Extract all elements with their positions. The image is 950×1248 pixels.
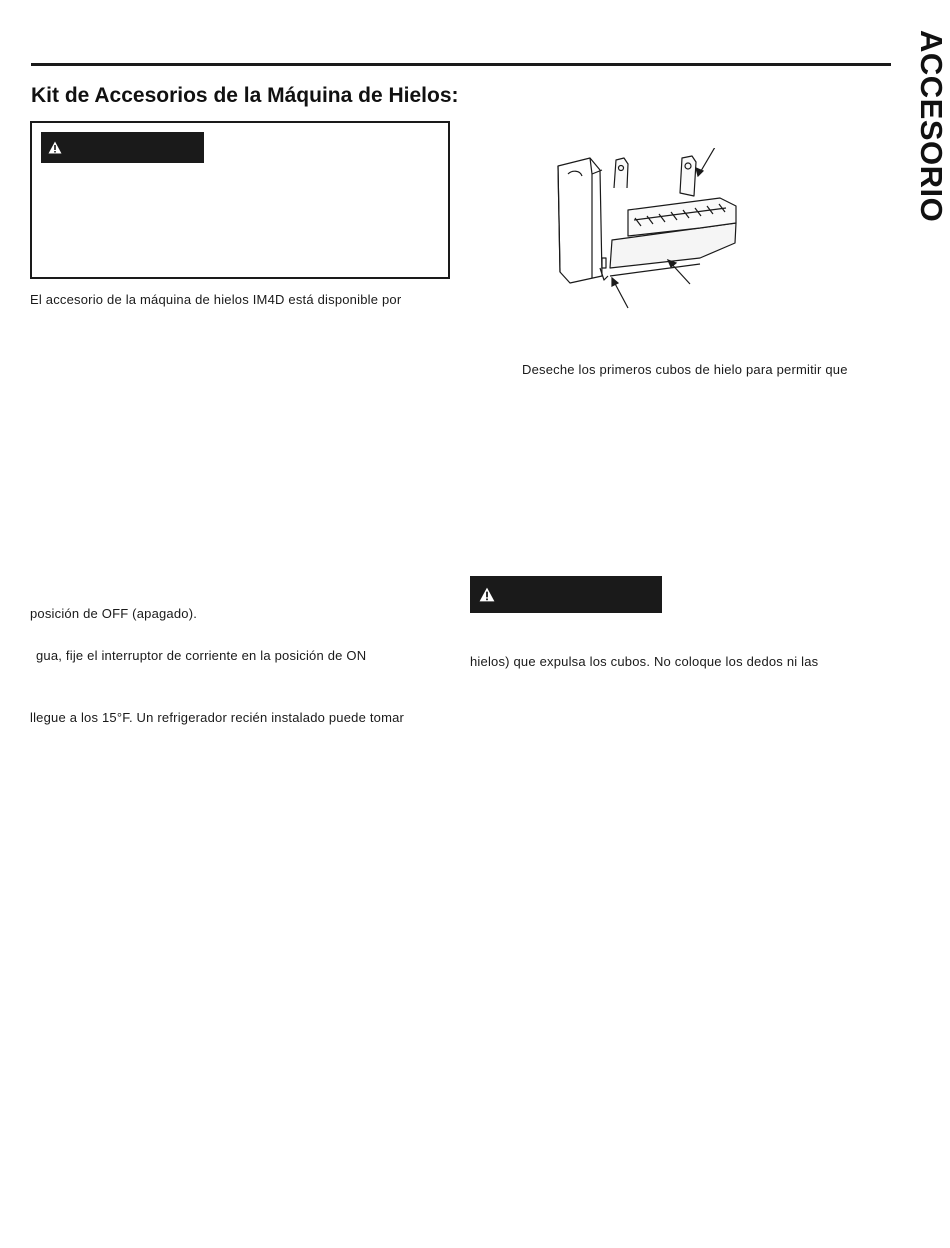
section-side-label: ACCESORIO — [914, 30, 949, 223]
page-title: Kit de Accesorios de la Máquina de Hielos: — [31, 84, 459, 107]
ice-maker-illustration — [550, 148, 750, 318]
warning-triangle-icon — [48, 141, 62, 154]
warning-triangle-icon — [479, 587, 495, 602]
top-rule — [31, 63, 891, 66]
warning-box — [30, 121, 450, 279]
body-text-left-1: El accesorio de la máquina de hielos IM4D está disponible por — [30, 292, 402, 307]
body-text-right-2: hielos) que expulsa los cubos. No coloque los dedos ni las — [470, 654, 819, 669]
warning-banner-2 — [470, 576, 662, 613]
body-text-left-3: gua, fije el interruptor de corriente en la posición de ON — [36, 648, 367, 663]
body-text-right-1: Deseche los primeros cubos de hielo para permitir que — [522, 362, 848, 377]
warning-banner — [41, 132, 204, 163]
body-text-left-4: llegue a los 15°F. Un refrigerador recién instalado puede tomar — [30, 710, 405, 725]
body-text-left-2: posición de OFF (apagado). — [30, 606, 198, 621]
